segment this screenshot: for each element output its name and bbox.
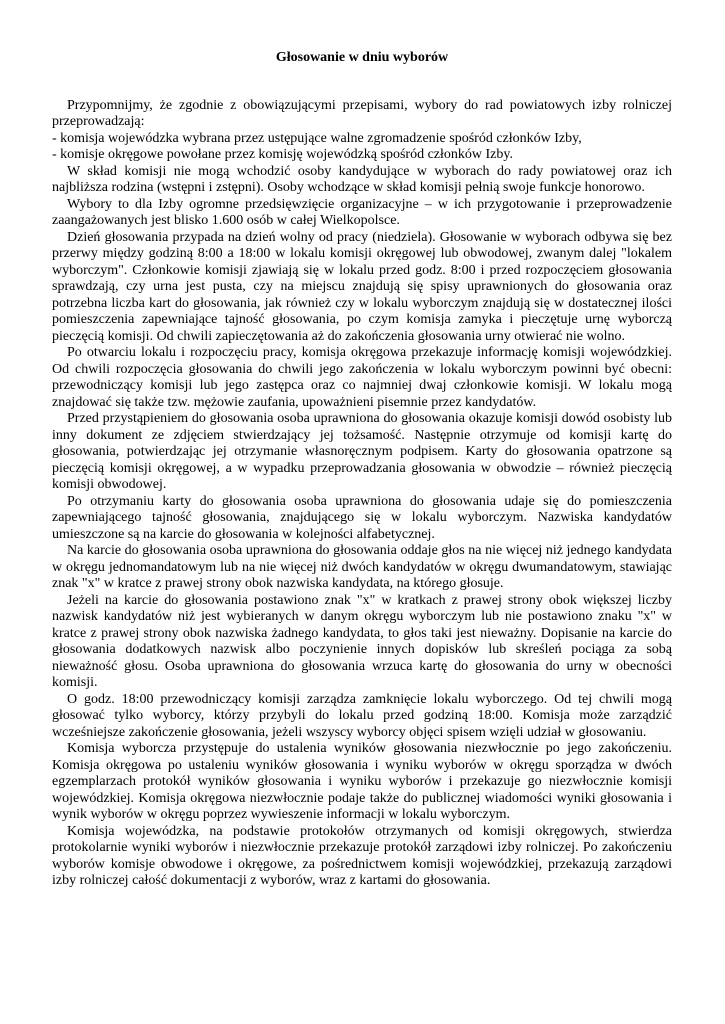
document-title: Głosowanie w dniu wyborów bbox=[275, 50, 449, 65]
intro-paragraph: Przypomnijmy, że zgodnie z obowiązującymi przepisami, wybory do rad powiatowych izby rolniczej przeprowadzają: bbox=[52, 97, 672, 129]
list-item: - komisja wojewódzka wybrana przez ustępujące walne zgromadzenie spośród członków Izby, bbox=[52, 130, 582, 146]
list-item: - komisje okręgowe powołane przez komisję wojewódzką spośród członków Izby. bbox=[52, 147, 513, 162]
paragraph-invalid-vote: Jeżeli na karcie do głosowania postawiono znak "x" w kratkach z prawej strony obok większej liczby nazwisk kandydatów niż jest wybieranych w danym okręgu wyborczym lub nie postawiono znaku "x" w kratce z prawej strony obok nazwiska żadnego kandydata, to głos taki jest nieważny. Dopisanie na karcie do głosowania dodatkowych nazwisk albo poczynienie innych dopisków lub skreśleń pociąga za sobą nieważność głosu. Osoba uprawniona do głosowania wrzuca kartę do głosowania do urny w obecności komisji. bbox=[52, 592, 672, 690]
paragraph-closing: O godz. 18:00 przewodniczący komisji zarządza zamknięcie lokalu wyborczego. Od tej chwili mogą głosować tylko wyborcy, którzy przybyli do lokalu przed godziną 18:00. Komisja może zarządzić wcześniejsze zakończenie głosowania, jeżeli wszyscy wyborcy objęci spisem wzięli udział w głosowaniu. bbox=[52, 691, 672, 740]
paragraph-casting-vote: Na karcie do głosowania osoba uprawniona do głosowania oddaje głos na nie więcej niż jednego kandydata w okręgu jednomandatowym lub na nie więcej niż dwóch kandydatów w okręgu dwumandatowym, stawiając znak "x" w kratce z prawej strony obok nazwiska kandydata, na którego głosuje. bbox=[52, 543, 672, 591]
paragraph-results: Komisja wyborcza przystępuje do ustalenia wyników głosowania niezwłocznie po jego zakończeniu. Komisja okręgowa po ustaleniu wyników głosowania i wyniku wyborów w okręgu sporządza w dwóch egzemplarzach protokół wyników głosowania i wyniku wyborów i przekazuje go niezwłocznie komisji wojewódzkiej. Komisja okręgowa niezwłocznie podaje także do publicznej wiadomości wyniki głosowania i wynik wyborów w okręgu poprzez wywieszenie informacji w lokalu wyborczym. bbox=[52, 741, 672, 822]
document-page bbox=[52, 50, 672, 890]
paragraph-organization: Wybory to dla Izby ogromne przedsięwzięcie organizacyjne – w ich przygotowanie i przeprowadzenie zaangażowanych jest blisko 1.600 osób w całej Wielkopolsce. bbox=[52, 196, 672, 228]
paragraph-voting-day: Dzień głosowania przypada na dzień wolny od pracy (niedziela). Głosowanie w wyborach odbywa się bez przerwy między godziną 8:00 a 18:00 w lokalu komisji okręgowej lub obwodowej, zwanym dalej "lokalem wyborczym". Członkowie komisji zjawiają się w lokalu przed godz. 8:00 i przed rozpoczęciem głosowania sprawdzają, czy urna jest pusta, czy na miejscu znajdują się spisy uprawnionych do głosowania oraz potrzebna liczba kart do głosowania, jak również czy w lokalu wyborczym znajdują się w dostatecznej ilości pomieszczenia zapewniające tajność głosowania, po czym komisja zamyka i pieczętuje urnę wyborczą pieczęcią komisji. Od chwili zapieczętowania aż do zakończenia głosowania urny otwierać nie wolno. bbox=[52, 229, 672, 344]
paragraph-commission-composition: W skład komisji nie mogą wchodzić osoby kandydujące w wyborach do rady powiatowej oraz ich najbliższa rodzina (wstępni i zstępni). Osoby wchodzące w skład komisji pełnią swoje funkcje honorowo. bbox=[52, 163, 672, 195]
paragraph-secrecy: Po otrzymaniu karty do głosowania osoba uprawniona do głosowania udaje się do pomieszczenia zapewniającego tajność głosowania, znajdującego się w lokalu wyborczym. Nazwiska kandydatów umieszczone są na karcie do głosowania w kolejności alfabetycznej. bbox=[52, 493, 672, 542]
paragraph-identification: Przed przystąpieniem do głosowania osoba uprawniona do głosowania okazuje komisji dowód osobisty lub inny dokument ze zdjęciem stwierdzający jej tożsamość. Następnie otrzymuje od komisji kartę do głosowania, potwierdzając jej otrzymanie własnoręcznym podpisem. Karty do głosowania opatrzone są pieczęcią komisji okręgowej, a w wypadku przeprowadzania głosowania w obwodzie – również pieczęcią komisji obwodowej. bbox=[52, 411, 672, 492]
paragraph-opening: Po otwarciu lokalu i rozpoczęciu pracy, komisja okręgowa przekazuje informację komisji wojewódzkiej. Od chwili rozpoczęcia głosowania do chwili jego zakończenia w lokalu wyborczym powinni być obecni: przewodniczący komisji lub jego zastępca oraz co najmniej dwaj członkowie komisji. W lokalu mogą znajdować się także tzw. mężowie zaufania, upoważnieni pisemnie przez kandydatów. bbox=[52, 345, 672, 410]
paragraph-final-protocol: Komisja wojewódzka, na podstawie protokołów otrzymanych od komisji okręgowych, stwierdza protokolarnie wyniki wyborów i niezwłocznie przekazuje protokół zarządowi izby rolniczej. Po zakończeniu wyborów komisje obwodowe i okręgowe, za pośrednictwem komisji wojewódzkiej, przekazują zarządowi izby rolniczej całość dokumentacji z wyborów, wraz z kartami do głosowania. bbox=[52, 823, 672, 888]
